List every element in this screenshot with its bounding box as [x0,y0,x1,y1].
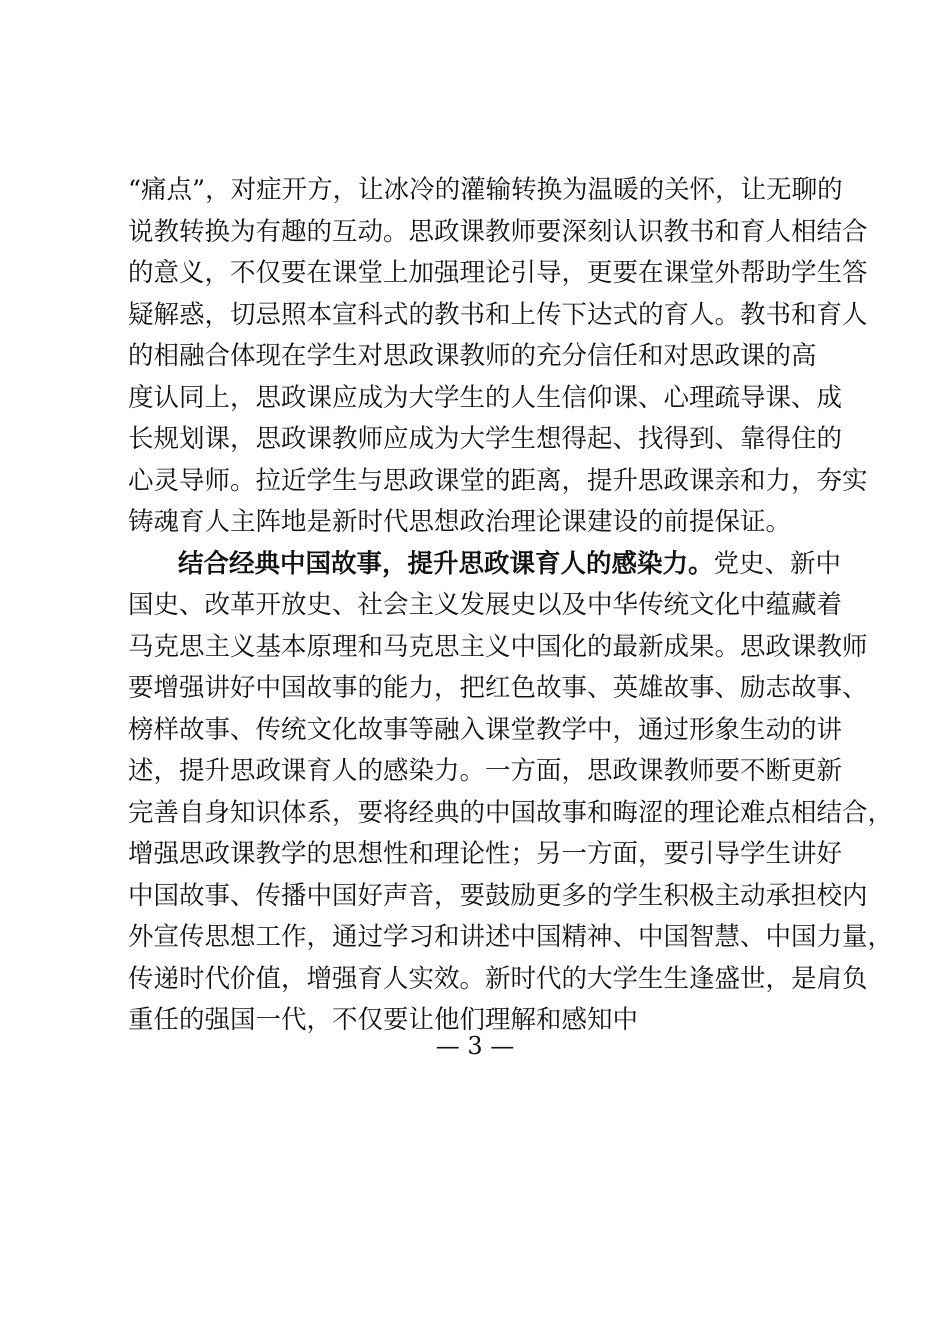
text-line: 疑解惑，切忌照本宣科式的教书和上传下达式的育人。教书和育人 [128,299,868,330]
section-heading: 结合经典中国故事，提升思政课育人的感染力。 [178,548,714,579]
text-line: 要增强讲好中国故事的能力，把红色故事、英雄故事、励志故事、 [128,673,868,703]
text-line: 中国故事、传播中国好声音，要鼓励更多的学生积极主动承担校内 [128,880,868,911]
body-text [128,170,894,1042]
text-line: “痛点”，对症开方，让冰冷的灌输转换为温暖的关怀，让无聊的 [128,175,843,205]
text-line: 增强思政课教学的思想性和理论性；另一方面，要引导学生讲好 [128,839,843,869]
text-line: 心灵导师。拉近学生与思政课堂的距离，提升思政课亲和力，夯实 [128,465,868,496]
text-line: 述，提升思政课育人的感染力。一方面，思政课教师要不断更新 [128,756,843,786]
text-line: 榜样故事、传统文化故事等融入课堂教学中，通过形象生动的讲 [128,714,843,745]
text-line: 传递时代价值，增强育人实效。新时代的大学生生逢盛世，是肩负 [128,963,868,994]
text-line: 度认同上，思政课应成为大学生的人生信仰课、心理疏导课、成 [128,382,843,413]
text-line: 的相融合体现在学生对思政课教师的充分信任和对思政课的高 [128,341,817,371]
text-line: 的意义，不仅要在课堂上加强理论引导，更要在课堂外帮助学生答 [128,258,868,288]
text-line: 外宣传思想工作，通过学习和讲述中国精神、中国智慧、中国力量， [128,922,894,952]
text-line: 说教转换为有趣的互动。思政课教师要深刻认识教书和育人相结合 [128,216,868,247]
page-number: — 3 — [435,1032,515,1060]
text-line: 铸魂育人主阵地是新时代思想政治理论课建设的前提保证。 [128,507,792,537]
text-line: 国史、改革开放史、社会主义发展史以及中华传统文化中蕴藏着 [128,590,843,620]
text-line: 马克思主义基本原理和马克思主义中国化的最新成果。思政课教师 [128,631,868,662]
section-heading-tail: 党史、新中 [713,548,842,579]
text-line: 重任的强国一代，不仅要让他们理解和感知中 [128,1005,639,1035]
text-line: 长规划课，思政课教师应成为大学生想得起、找得到、靠得住的 [128,424,843,454]
text-line: 完善自身知识体系，要将经典的中国故事和晦涩的理论难点相结合， [128,797,894,828]
section-heading-line [128,544,848,586]
